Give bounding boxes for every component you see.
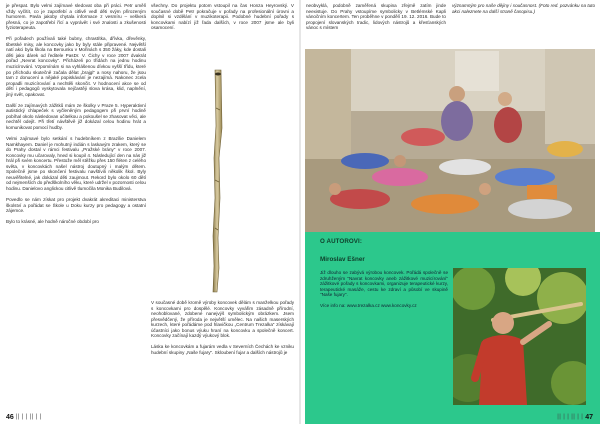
- paragraph: Při pořadech používali také bubny, chrastítka, dřívka, dřevěnky, tibetské misy, ale koncovky jako by byly stále připravené. Největší natí akci byla škola na Berounku v Mořinách s 350 žáky, kde dostali děti jako dárek od ředitele PasDr. V. Čichy v roce 2007 dvakrát pořad „Nevrat koncovky“. Přicházeli po třídách na jednu hodinu muzicírování. Vzpomínám si na vyhlášenou dívkou vyšší třídu, které po příchodu skutečně začala dělat „brajgl“ a nosy nahoru, že jsou tam z donucení a nějaké popiskávání je nezajímá. Nakonec zcela propadli muzicírování a nechtěli skončit. V hodnocení akce se od dětí i pedagogů vyskytovala nejčastěji slova krása, klid, naplnění, jiný svět, opakovat.: [6, 36, 146, 97]
- paragraph: Láska ke koncovkám a fujarám vedla v Severních Čechách ke vzniku hudební skupiny „Naše fujary“. Skloubení fujar a dalších nástrojů je: [151, 344, 294, 355]
- left-column-2-top: [151, 3, 294, 36]
- paragraph: je přespat. Bylo velmi zajímavé sledovat oba při práci. Petr umělí vždy vyčítit, co je zapotřebí a citlivě vedl děti svým přirozeným humorem. Pavla jakoby chytala informace z vesmíru – veškerá přesná, co je zapotřebí řící a vyprávět i své znalosti a zkušenosti fyzioterapeuta.: [6, 3, 146, 31]
- children-workshop-photo: [305, 49, 595, 232]
- author-portrait-photo: [453, 268, 586, 405]
- author-name: Miroslav Ešner: [320, 256, 365, 263]
- paragraph: Více info na: www.trezalka.cz www.koncovky.cz: [320, 302, 417, 308]
- folio-marks: || | | || | |: [15, 414, 42, 421]
- paragraph: V současné době kromě výroby koncovek dělám s manželkou pořady s koncovkami pro dospělé. Koncovky vyvářim zásadně přírodní, neohoblované, zdobené nanejvýš symbolickým obrázkem. Jsem přesvědčený, že příroda je největší umělec. Na našich maserských kurzech, které pořádáme pod hlavičkou „Centrum Trezalka“ získávají účastníci jako bonus výuku hraní na koncovku a společně koncert. Koncovky začínají kazdý výukový blok.: [151, 300, 294, 339]
- paragraph: Již dlouho se zabývá výrobou koncovek. Pořádá společně se zdruhženým "Navrat koncovky aneb zážitkové muzicírování" zážitkové pořady s koncovkami, organizuje terapeutické kurzy, terapeutické masáže, cestu ke zdraví a působí ve skupině "Naše fujary".: [320, 270, 448, 298]
- left-column-1: [6, 3, 146, 230]
- right-column-1: [306, 3, 446, 36]
- paragraph: významným pro naše dějiny i současnost. (Foto red. pozvánku na tuto akci naleznete na další straně časopisu.): [452, 3, 595, 14]
- about-heading: O AUTOROVI:: [320, 238, 363, 245]
- paragraph: Další ze zajímavých zážitků mám ze školky v Praze 5. Hyperaktivní autistický chlapeček s vyčleněným pedagogem při první hodině pobíhal okolo následovan učitelkou a pokoušel se zhasovat věci, ale nechtěl odejít. Při třetí návštěvě již dokázal celou hodinu hrát a komunikovat pomocí hudby.: [6, 102, 146, 130]
- paragraph: neobvyklá, podobně zaměřená skupina zřejmě zatím jinde neexistuje. Do Prahy vstoupíme symbolicky v Betlémské Kapli vánočním koncertem. Ten proběhne v pondělí 19. 12. 2016. Bude to propojení slovanských tradic, lidových nástrojů a křesťanských vánoc s místem: [306, 3, 446, 31]
- paragraph: Povedlo se nám získat pro projekt dvakrát akreditaci ministerstva školství a pořádat se Škole u Doku kurzy pro pedagogy a ostatní zájemce.: [6, 196, 146, 214]
- paragraph: všechny. Do projektu potom vstoupil na čas Honza Heyrovský. V současné době Petr pokračuje v pořady na profesionální úrovni a doplnil si vzdělání v muzikoterapii. Podobné hudební pořady s koncovkami nabízí již řada dalších, v roce 2007 jsme ale byli osamocení.: [151, 3, 294, 31]
- koncovka-flute-photo: [206, 68, 232, 294]
- paragraph: Velmi zajímavé bylo setkání s hudebníkem z Brazílie Danielem Namkhayem. Daniel je mohutný indián s laskavým zrakem, který se do Prahy dostal v rámci festivalu „Pražské brány“ v roce 2007. Koncovky mu učarovaly, hned si koupil 4. Následující den na nás již hrál při svém koncertu. Přestože měl stěžku přes 150 fléten z celého světa, v koncovkách našel nástroj doutupný i malým dětem. Společně jsme po skončení festivalu navštívili několik škol. Byly neuvěřitelné, jak dokázal děti zaujmout. Rekord bylo okolo 60 dětí od nejmenších do předškolního věku, které udržel v pozornosti celou hodinu. Danielovo anglickou citlivě tlumočila Monika Budilová.: [6, 135, 146, 191]
- page-number-right: [557, 414, 593, 421]
- right-page: [301, 0, 600, 424]
- page-number: 47: [585, 414, 593, 421]
- right-column-2: [452, 3, 595, 20]
- left-page: [0, 0, 299, 424]
- about-author-box: [305, 232, 600, 424]
- page-number-left: [6, 414, 42, 421]
- page-number: 46: [6, 414, 14, 421]
- folio-marks: || | | || | |: [557, 414, 584, 421]
- paragraph: Bylo to krásné, ale hodně náročné období pro: [6, 219, 99, 225]
- left-column-2-bottom: [151, 300, 294, 361]
- about-text: [320, 270, 448, 314]
